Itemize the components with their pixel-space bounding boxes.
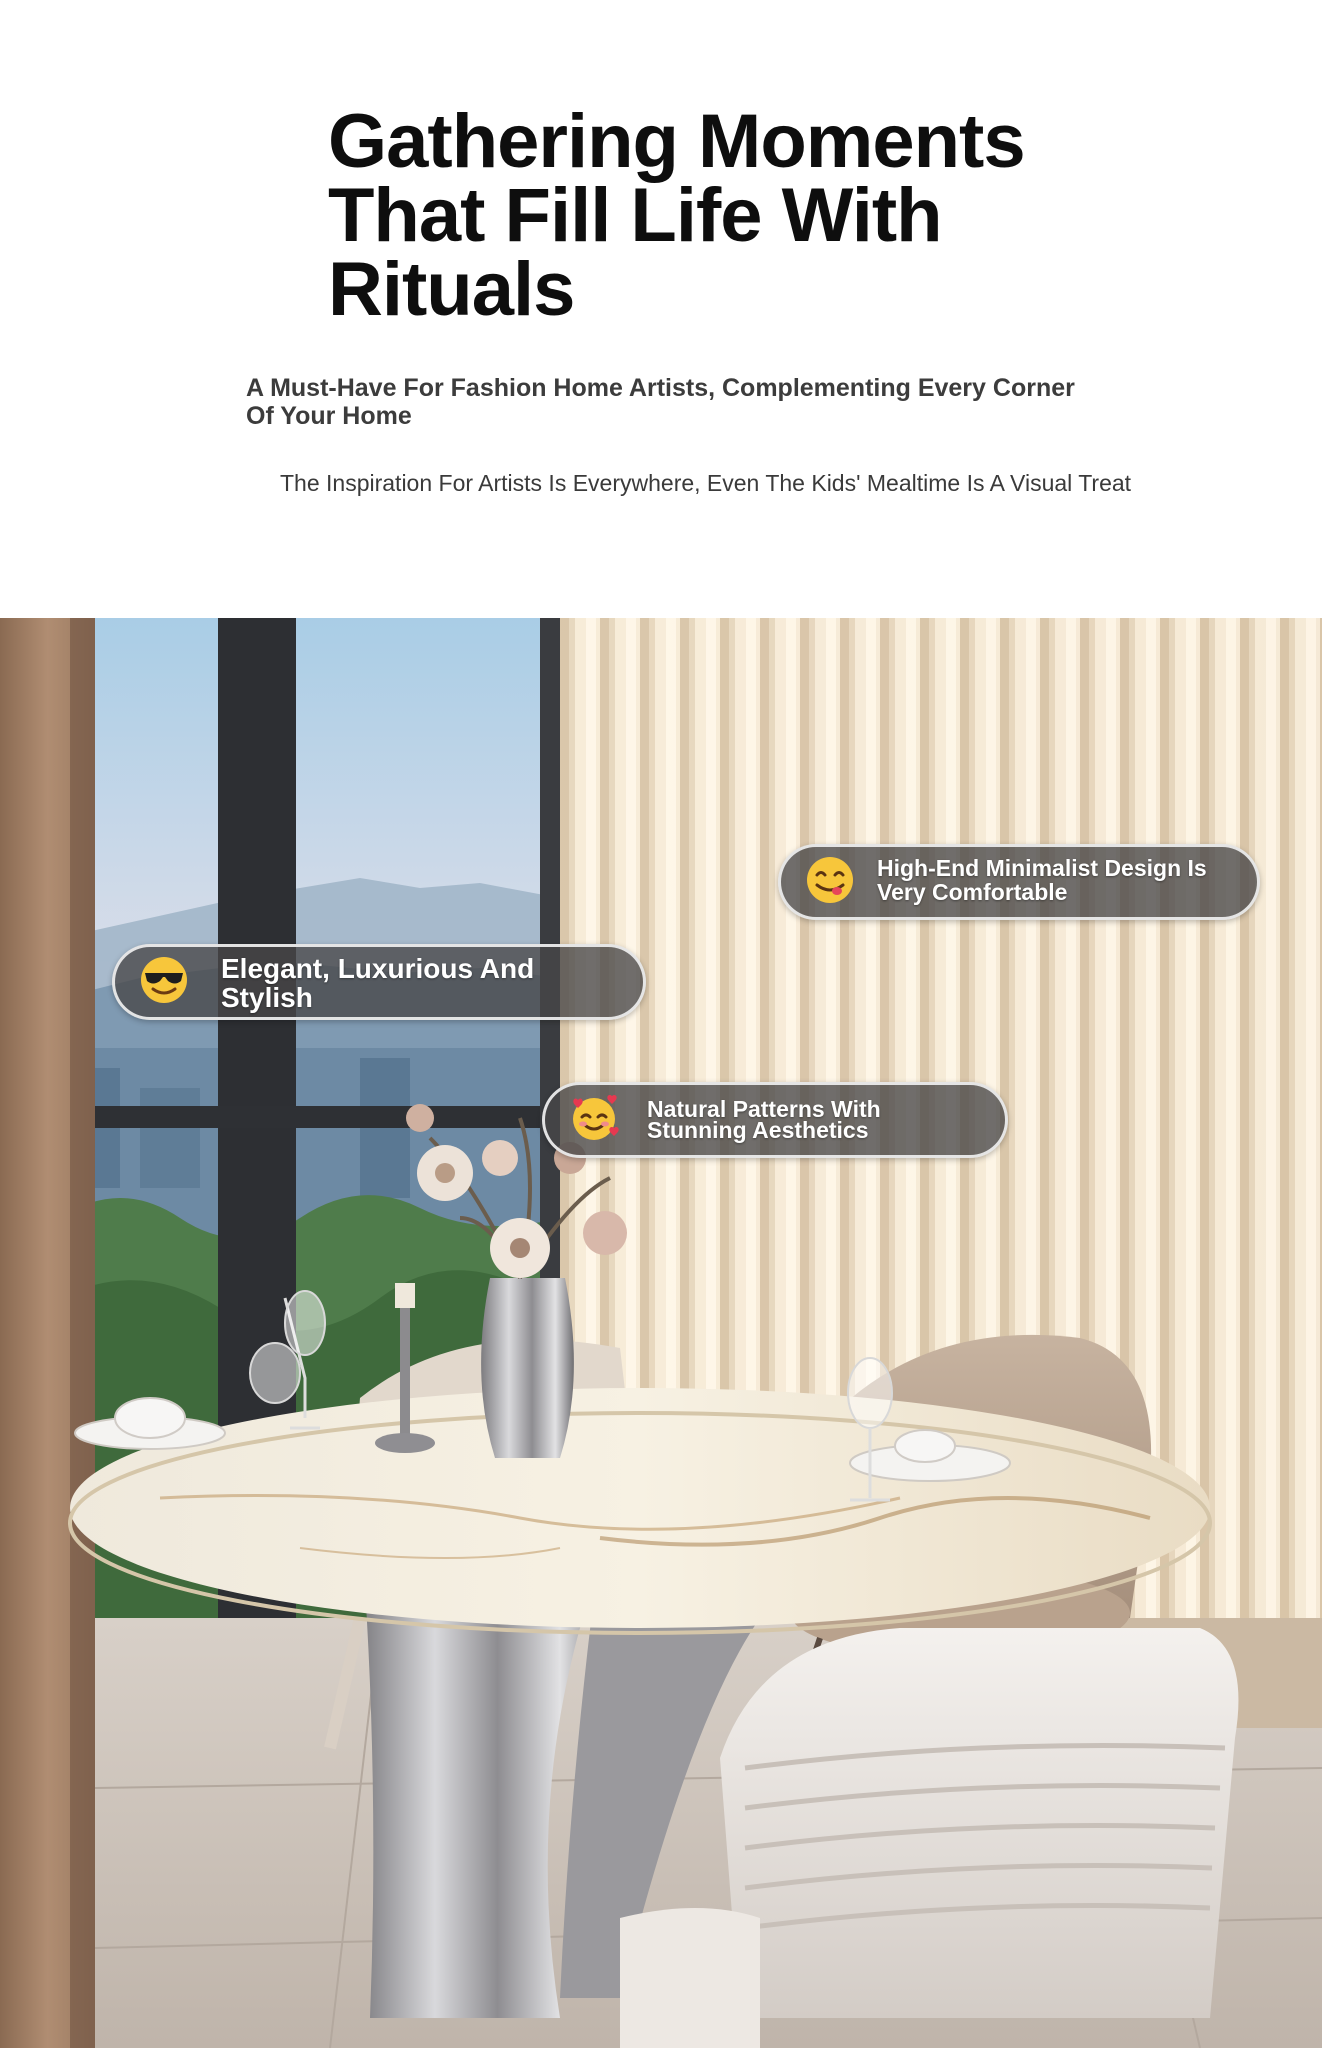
feature-badge-natural-patterns <box>542 1082 1008 1158</box>
feature-label-line: Very Comfortable <box>877 879 1068 906</box>
title-line: Gathering Moments <box>328 99 1025 184</box>
title-line: Rituals <box>328 247 575 332</box>
feature-label <box>221 954 534 1013</box>
dining-room-illustration <box>0 618 1322 2048</box>
feature-label-line: High-End Minimalist Design Is <box>877 855 1207 881</box>
feature-label-line: Stunning Aesthetics <box>647 1116 869 1143</box>
face-savoring-food-icon <box>805 855 855 905</box>
page-caption: The Inspiration For Artists Is Everywhere, Even The Kids' Mealtime Is A Visual Treat <box>280 470 1132 496</box>
smiling-face-with-sunglasses-icon <box>139 955 189 1005</box>
header-section <box>0 0 1322 618</box>
feature-badge-elegant <box>112 944 646 1020</box>
feature-label-line: Stylish <box>221 982 313 1014</box>
feature-badge-minimalist <box>778 844 1260 920</box>
title-line: That Fill Life With <box>328 173 942 258</box>
feature-label <box>877 856 1207 904</box>
feature-label <box>647 1096 881 1143</box>
dining-room-photo <box>0 618 1322 2048</box>
feature-label-line: Elegant, Luxurious And <box>221 953 535 984</box>
feature-label-line: Natural Patterns With <box>647 1096 881 1122</box>
page-title <box>328 99 1028 332</box>
page-subtitle: A Must-Have For Fashion Home Artists, Complementing Every Corner Of Your Home <box>246 374 1075 430</box>
smiling-face-with-hearts-icon <box>569 1093 619 1143</box>
